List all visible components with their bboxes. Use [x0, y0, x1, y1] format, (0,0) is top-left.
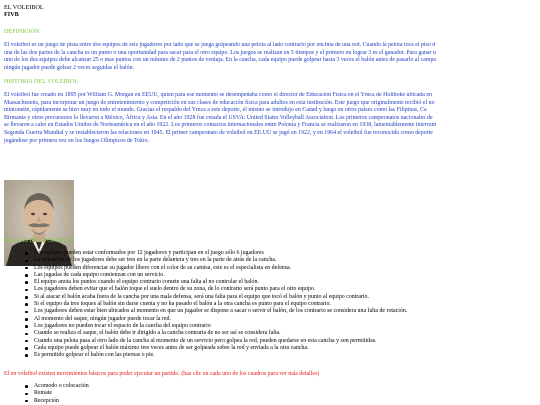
history-heading: HISTORIA DEL VOLEIBOL [4, 78, 79, 85]
list-item: Si el equipo da tres toques al balón sin darse cuenta y no ha pasado el balón a la otra cancha es punto para el equipo contrario. [34, 301, 534, 308]
list-item: Las jugadas de cada equipo comienzan con un servicio. [34, 272, 534, 279]
list-item: Si al atacar el balón acaba fuera de la cancha por una mala defensa, será una falta para el equipo que tocó el balón y punto al equipo contrario. [34, 294, 534, 301]
definition-heading: DEFINICIÓN [4, 28, 40, 35]
history-line: se llevaron a cabo en Estados Unidos de Norteamérica en el año 1922. Los primeros contactos internacionales entre Polonia y Francia se realizaron en 1938, lamentablemente interrum [4, 122, 437, 129]
move-item-recepcion[interactable]: Recepción [34, 398, 89, 405]
page-top-title: EL VOLEIBOL [4, 4, 44, 11]
moves-note: El en voleibol existen movimientos básicos para poder ejecutar un partido. (haz clic en cada uno de los cuadros para ver más detalles) [4, 371, 320, 377]
list-item: Los jugadores deben evitar que el balón toque el suelo dentro de su zona, de lo contrario será punto para el otro equipo. [34, 286, 534, 293]
history-line: El voleibol fue creado en 1895 por William G. Morgan en EEUU, quien para ese momento se desempeñaba como el director de Educación Física en el Ymca de Holihoke ubicada en [4, 92, 432, 98]
list-item: Los equipos pueden diferenciar su jugador líbero con el color de su camisa, este es el especialista en defensa. [34, 265, 534, 272]
history-line: mintonette, rápidamente se hizo muy en todo el mundo. Gracias el respaldo del Ymca a este deporte, el mismo se introdujo en Canad y luego en otros países como las Filipinas, Ca [4, 107, 427, 114]
definition-line: una de las dos partes de la cancha es un punto o una oportunidad para sacar para el otro equipo. Los juegos se realizan en 5 tiempos y el primero en lograr 3 es el ganador. Para ganar u [4, 49, 436, 56]
move-item-remate[interactable]: Remate [34, 390, 89, 397]
history-line: Segunda Guerra Mundial y se restablecieron las relaciones en 1945. El primer campeonato de voleibol en EE.UU se jugó en 1922, y en 1964 el voleibol fue reconocido como deporte [4, 129, 433, 136]
org-label: FIVB [4, 11, 19, 18]
list-item: La ubicación de los jugadores debe ser tres en la parte delantera y tres en la parte de atrás de la cancha. [34, 257, 534, 264]
history-line: Massachusetts, para incorporar un juego de entretenimiento y competición en sus clases de educación física para adultos en esta institución. Este juego que originalmente recibió el no [4, 99, 435, 106]
moves-list [34, 383, 89, 405]
definition-line: uno de los dos equipos debe alcanzar 25 o mas puntos con un mínimo de 2 puntos de ventaja. En la cancha, cada equipo puede golpear hasta 3 veces el balón antes de pasarlo al campo [4, 57, 437, 64]
list-item: Los equipos pueden estar conformados por 12 jugadores y participan en el juego sólo 6 jugadores [34, 250, 534, 257]
definition-line: El voleibol es un juego de pista entre dos equipos de seis jugadores por lado que se juega golpeando una pelota al lado contrario por encima de una red. Cuando la pelota toca el piso d [4, 42, 436, 48]
list-item: Cuando una pelota pasa al otro lado de la cancha al momento de un servicio pero golpea la red, pueden quedarse en esta cancha y son permitidas. [34, 338, 534, 345]
rules-list [34, 250, 534, 359]
list-item: Cada equipo puede golpear el balón máximo tres veces antes de ser golpeada sobre la red y enviada a la otra cancha. [34, 345, 534, 352]
history-line: jugándose por primera vez en los Juegos Olímpicos de Tokio. [4, 137, 150, 144]
move-item-acomodo[interactable]: Acomodo o colocación [34, 383, 89, 389]
list-item: Es permitido golpear el balón con las piernas o pie. [34, 352, 534, 359]
list-item: Cuando se realiza el saque, el balón debe ir dirigido a la cancha contraria de no ser así se considera falta. [34, 330, 534, 337]
rules-heading: REGLAS DEL VOLEIBOL [4, 237, 74, 244]
list-item: Al momento del saque, ningún jugador puede tocar la red. [34, 316, 534, 323]
history-paragraph [4, 92, 540, 145]
definition-paragraph [4, 42, 540, 72]
history-line: Birmania y otros precursores lo llevaron a México, África y Asia. En el año 1928 fue creada el USVA: United States Volleyball Association. Los primeros campeonatos nacionales de [4, 114, 433, 121]
list-item: El equipo anota los puntos cuando el equipo contrario comete una falta al no controlar el balón. [34, 279, 534, 286]
definition-line: ningún jugador puede golear 2 veces seguidas el balón. [4, 64, 135, 71]
list-item: Los jugadores no pueden tocar el espacio de la cancha del equipo contrario [34, 323, 534, 330]
list-item: Los jugadores deben estar bien ubicados al momento en que un jugador se dispone a sacar o servir el balón, de los contrario se considera una falta de rotación. [34, 308, 534, 315]
